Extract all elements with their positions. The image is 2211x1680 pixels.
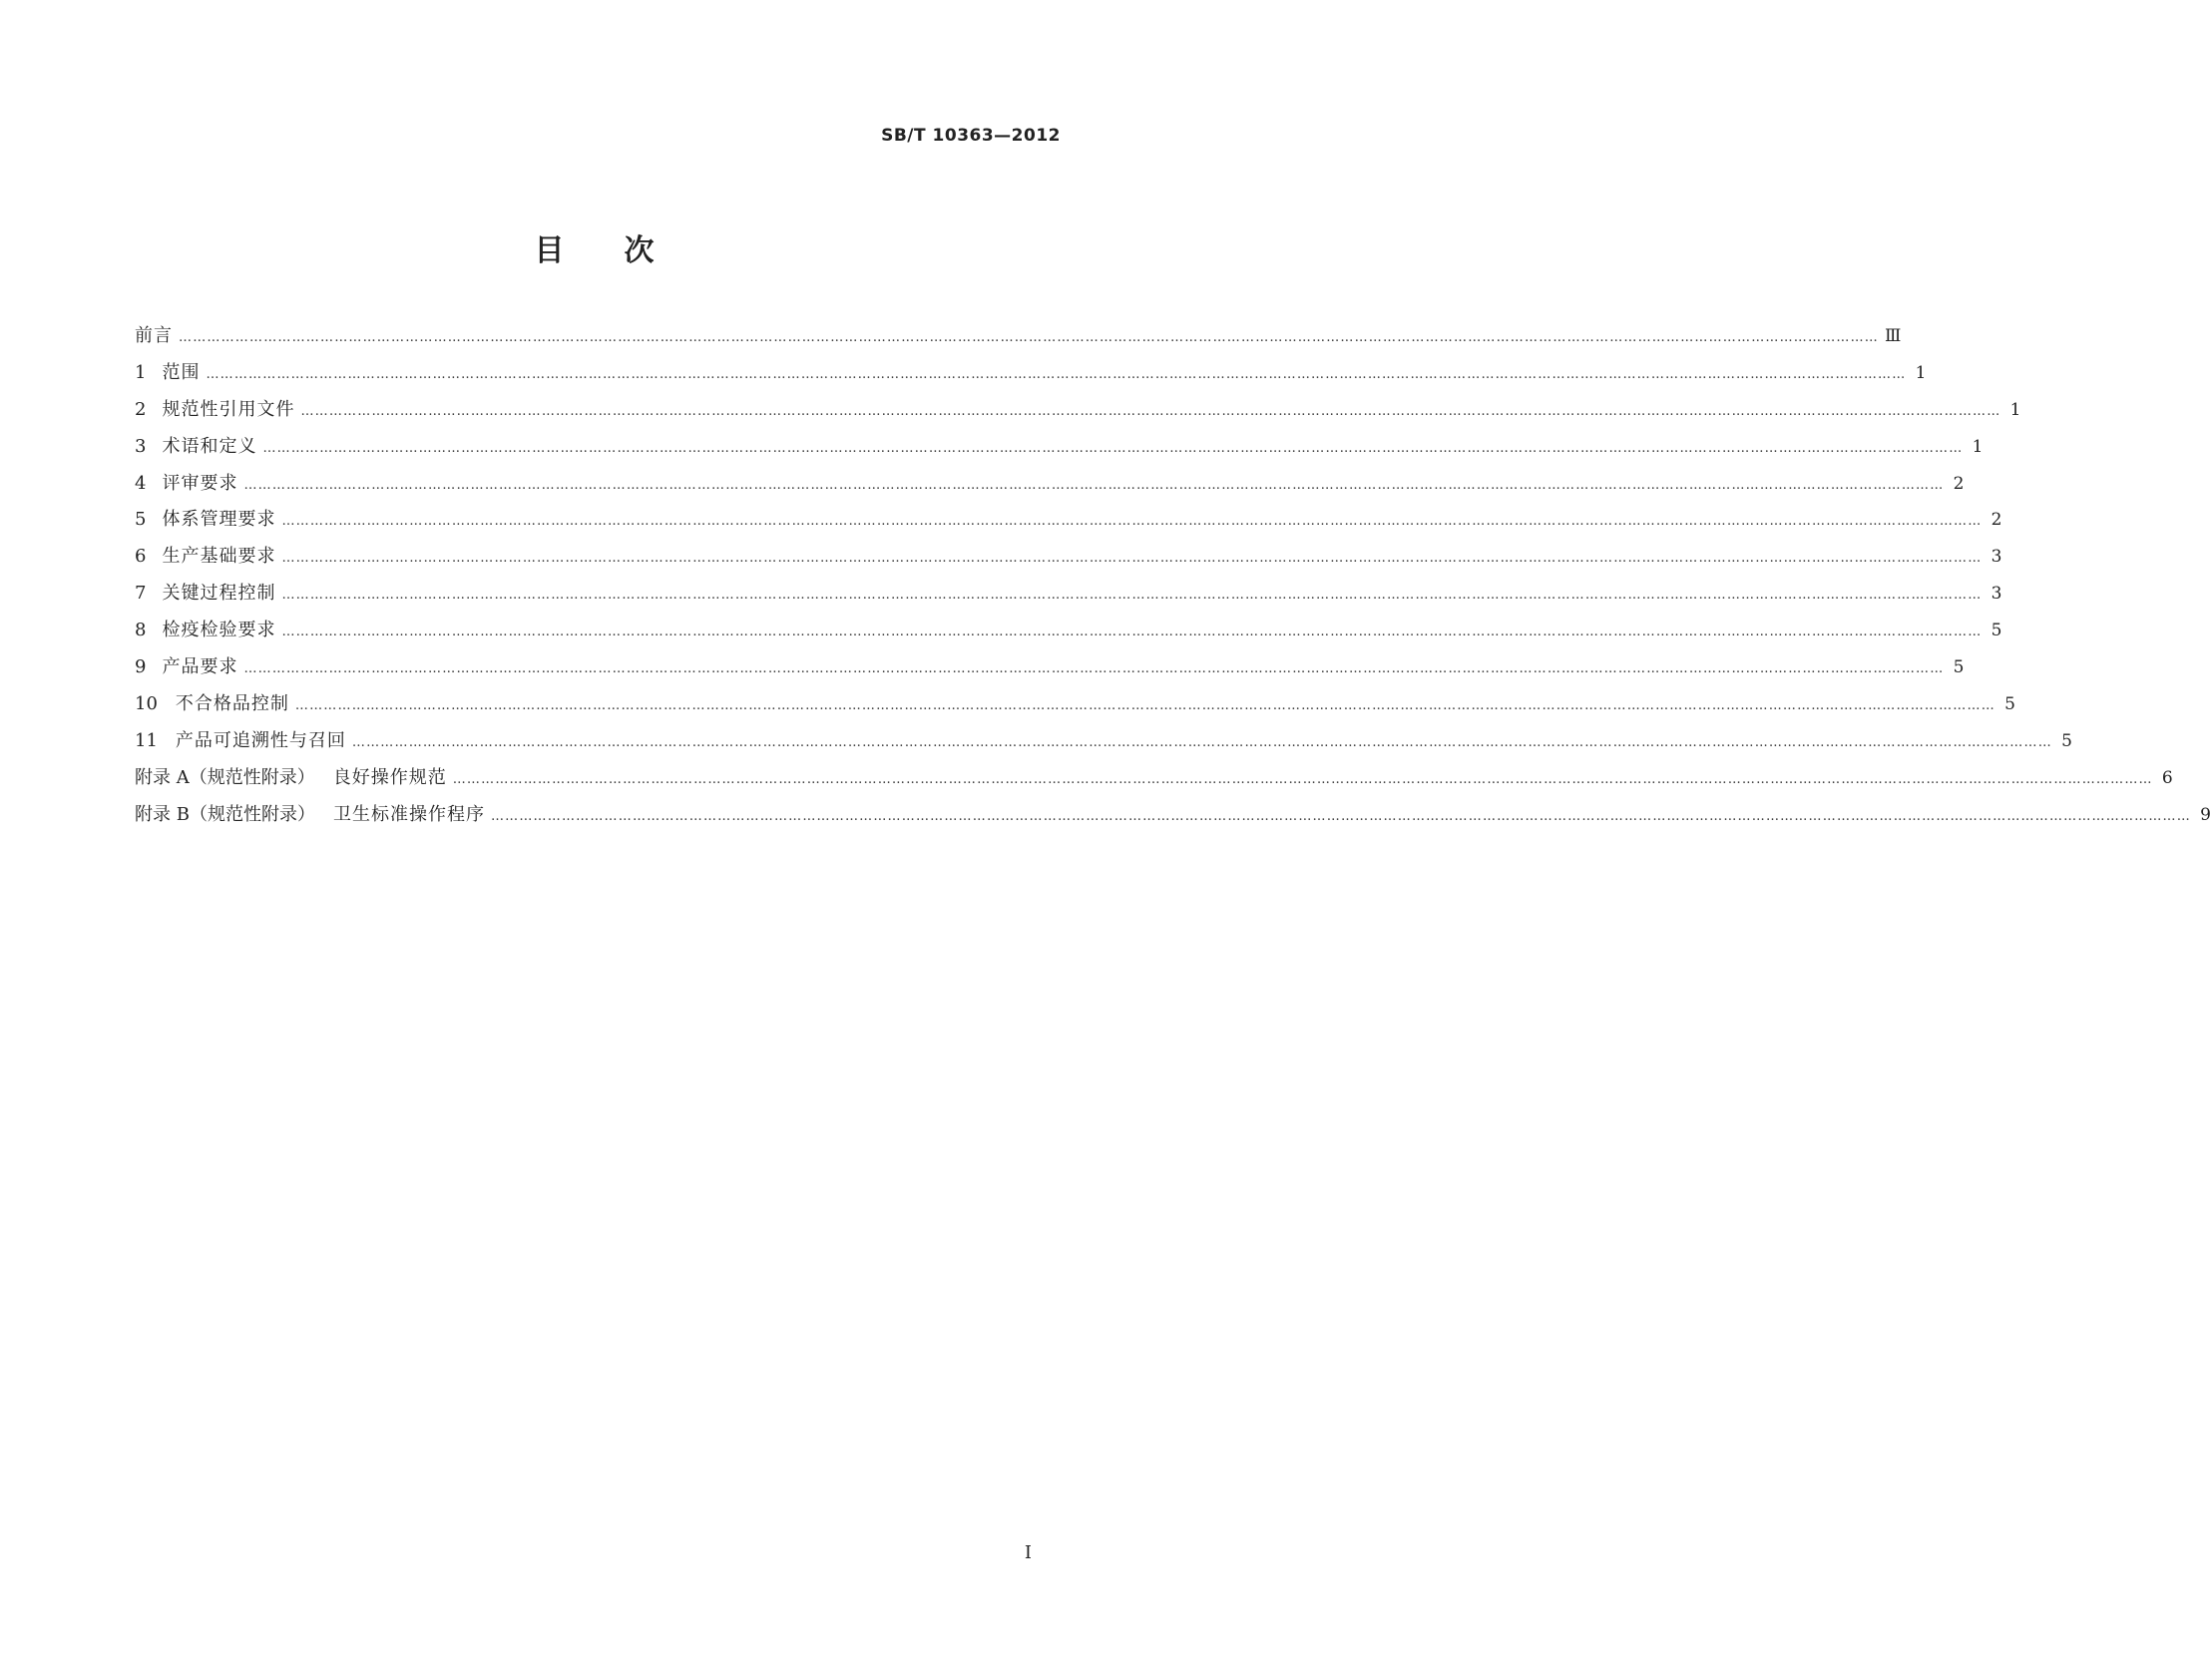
dot-leader: ……………………………………………………………………………………………………………………………………………………………………………………………………………………………………………………………………………………………………………………………… — [281, 588, 1983, 604]
toc-entry-number: 5 — [135, 509, 147, 531]
toc-entry-number: 7 — [135, 583, 147, 605]
toc-entry-number: 10 — [135, 692, 158, 714]
toc-entry-page: 5 — [2004, 693, 2015, 714]
toc-entry-number: 2 — [135, 398, 147, 420]
toc-entry-label: 产品可追溯性与召回 — [175, 729, 346, 751]
toc-entry[interactable] — [135, 726, 2072, 763]
toc-entry-page: Ⅲ — [1885, 326, 1902, 346]
toc-entry-label: 产品要求 — [162, 656, 238, 678]
toc-entry-number: 11 — [135, 729, 158, 751]
dot-leader: ……………………………………………………………………………………………………………………………………………………………………………………………………………………………………………………………………………………………………………………………… — [243, 477, 1945, 493]
toc-entry-page: 2 — [1953, 473, 1965, 494]
page-title: 目次 — [534, 233, 714, 268]
toc-entry-page: 3 — [1990, 584, 2002, 605]
dot-leader: ……………………………………………………………………………………………………………………………………………………………………………………………………………………………………………………………………………………………………………………………… — [300, 403, 2001, 419]
toc-entry-label: 生产基础要求 — [162, 546, 276, 568]
toc-entry-label: 体系管理要求 — [162, 509, 276, 531]
toc-entry-label: 术语和定义 — [162, 435, 257, 457]
toc-entry-number: 1 — [135, 361, 147, 383]
toc-entry[interactable] — [135, 689, 2015, 726]
toc-entry[interactable] — [135, 505, 2002, 542]
dot-leader: ……………………………………………………………………………………………………………………………………………………………………………………………………………………………………………………………………………………………………………………………… — [490, 808, 2191, 824]
toc-entry-number: 4 — [135, 472, 147, 494]
toc-entry-label: 范围 — [162, 361, 201, 383]
dot-leader: ……………………………………………………………………………………………………………………………………………………………………………………………………………………………………………………………………………………………………………………………… — [294, 697, 1995, 713]
toc-entry[interactable] — [135, 800, 2211, 837]
dot-leader: ……………………………………………………………………………………………………………………………………………………………………………………………………………………………………………………………………………………………………………………………… — [206, 366, 1907, 382]
toc-entry-page: 6 — [2161, 767, 2173, 788]
dot-leader: ……………………………………………………………………………………………………………………………………………………………………………………………………………………………………………………………………………………………………………………………… — [351, 734, 2052, 750]
table-of-contents — [135, 321, 2211, 836]
dot-leader: ……………………………………………………………………………………………………………………………………………………………………………………………………………………………………………………………………………………………………………………………… — [452, 771, 2153, 787]
standard-number: SB/T 10363—2012 — [881, 126, 1061, 146]
toc-entry[interactable] — [135, 579, 2002, 616]
toc-entry-label: 规范性引用文件 — [162, 398, 295, 420]
toc-entry-page: 5 — [2061, 730, 2072, 751]
dot-leader: ……………………………………………………………………………………………………………………………………………………………………………………………………………………………………………………………………………………………………………………………… — [281, 514, 1983, 530]
toc-entry-page: 3 — [1990, 547, 2002, 568]
toc-entry-number: 附录 A（规范性附录） — [135, 766, 315, 788]
dot-leader: ……………………………………………………………………………………………………………………………………………………………………………………………………………………………………………………………………………………………………………………………… — [262, 440, 1964, 456]
toc-entry[interactable] — [135, 469, 1965, 506]
toc-entry-page: 2 — [1990, 510, 2002, 531]
dot-leader: ……………………………………………………………………………………………………………………………………………………………………………………………………………………………………………………………………………………………………………………………… — [179, 330, 1879, 345]
toc-entry-number: 8 — [135, 620, 147, 641]
toc-entry-page: 9 — [2200, 804, 2211, 825]
toc-entry-label: 评审要求 — [162, 472, 238, 494]
toc-entry-label: 检疫检验要求 — [162, 620, 276, 641]
toc-entry[interactable] — [135, 652, 1965, 689]
toc-entry-number: 9 — [135, 656, 147, 678]
dot-leader: ……………………………………………………………………………………………………………………………………………………………………………………………………………………………………………………………………………………………………………………………… — [281, 625, 1983, 640]
toc-entry-number: 附录 B（规范性附录） — [135, 803, 315, 825]
toc-entry[interactable] — [135, 321, 1902, 358]
toc-entry[interactable] — [135, 358, 1927, 395]
toc-entry-page: 1 — [1972, 436, 1984, 457]
toc-entry-label: 良好操作规范 — [332, 766, 447, 788]
dot-leader: ……………………………………………………………………………………………………………………………………………………………………………………………………………………………………………………………………………………………………………………………… — [243, 661, 1945, 677]
toc-entry-label: 不合格品控制 — [175, 692, 289, 714]
toc-entry[interactable] — [135, 432, 1984, 469]
toc-entry-number: 6 — [135, 546, 147, 568]
toc-entry-number: 3 — [135, 435, 147, 457]
page-number: I — [1024, 1542, 1032, 1563]
toc-entry-page: 1 — [2009, 399, 2021, 420]
toc-entry-label: 前言 — [135, 325, 173, 346]
toc-entry-page: 5 — [1990, 621, 2002, 641]
toc-entry[interactable] — [135, 616, 2002, 652]
toc-entry-page: 5 — [1953, 657, 1965, 678]
dot-leader: ……………………………………………………………………………………………………………………………………………………………………………………………………………………………………………………………………………………………………………………………… — [281, 551, 1983, 567]
toc-entry-label: 卫生标准操作程序 — [332, 803, 485, 825]
toc-entry[interactable] — [135, 395, 2021, 432]
toc-entry-page: 1 — [1915, 362, 1927, 383]
toc-entry[interactable] — [135, 542, 2002, 579]
toc-entry-label: 关键过程控制 — [162, 583, 276, 605]
toc-entry[interactable] — [135, 763, 2173, 800]
